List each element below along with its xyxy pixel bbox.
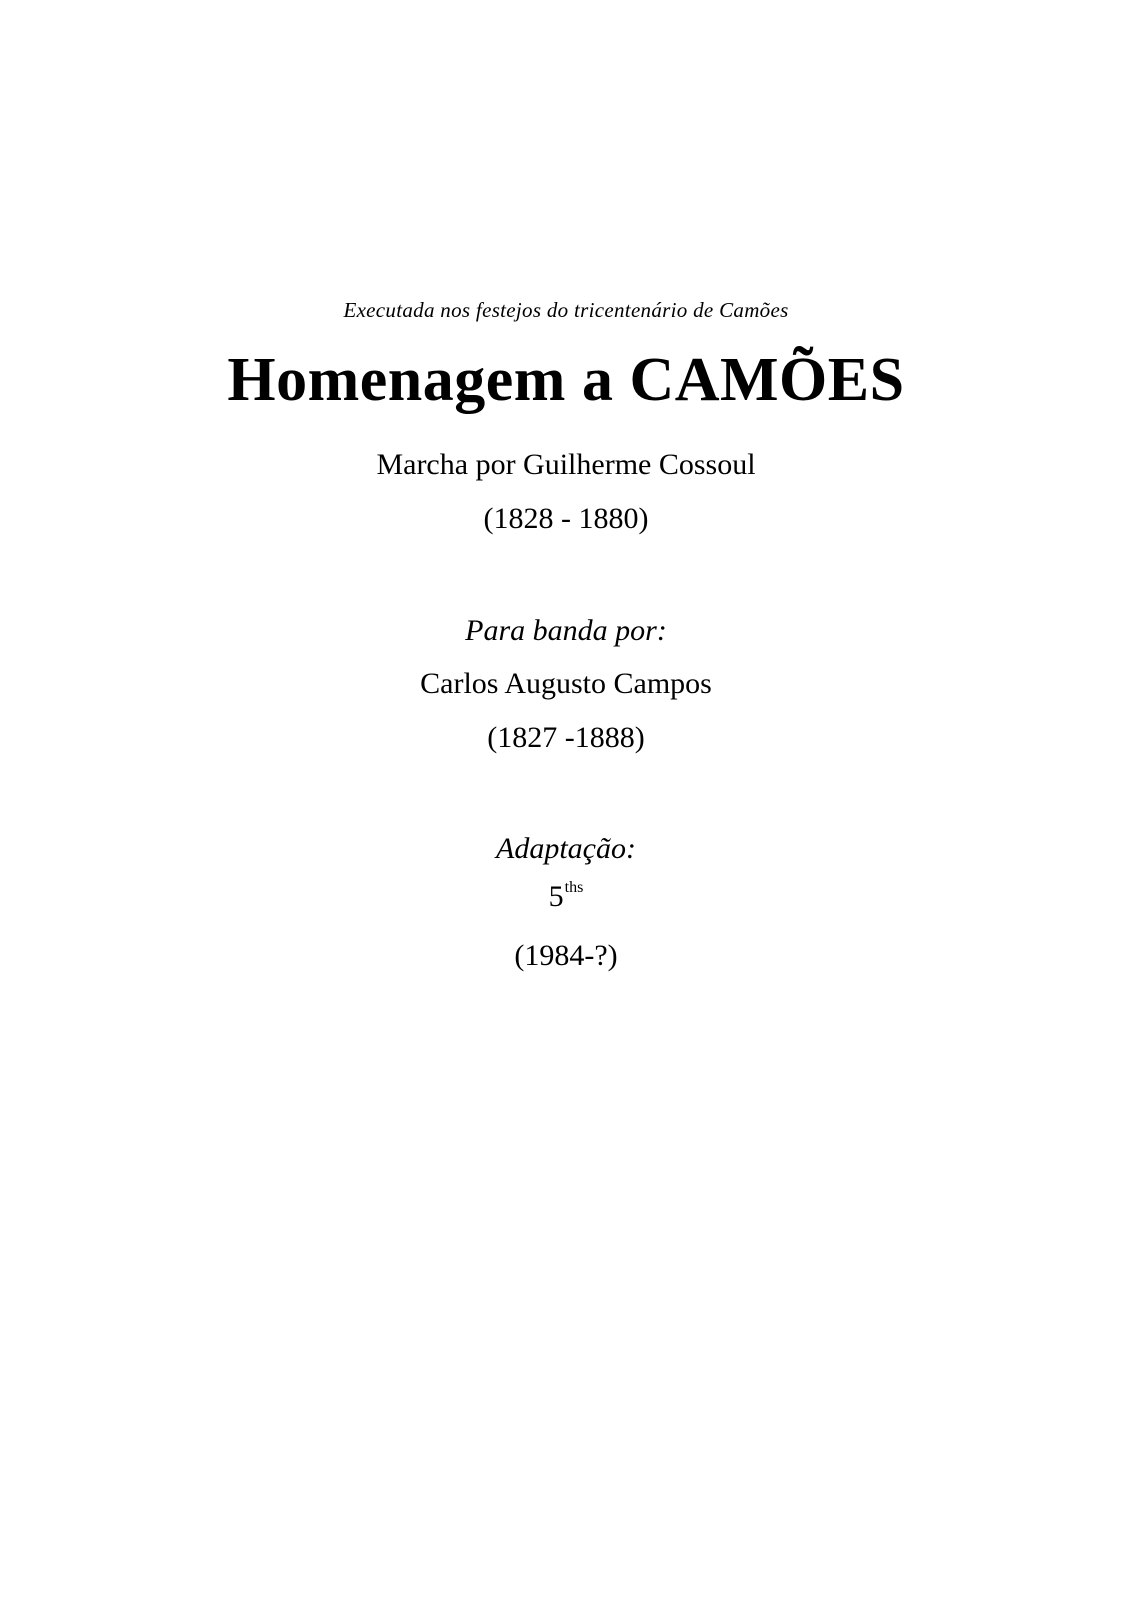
- adapter-name: [0, 880, 1132, 914]
- adapter-dates: (1984-?): [514, 939, 618, 972]
- composer-line: Marcha por Guilherme Cossoul: [376, 448, 756, 481]
- arranger-name: Carlos Augusto Campos: [420, 667, 712, 700]
- performance-note: Executada nos festejos do tricentenário de Camões: [343, 298, 789, 322]
- arranger-dates: (1827 -1888): [487, 721, 645, 754]
- adaptation-heading: Adaptação:: [496, 832, 636, 865]
- adapter-name-base: 5: [548, 880, 564, 913]
- page-title: Homenagem a CAMÕES: [227, 346, 905, 414]
- adapter-name-superscript: ths: [564, 879, 584, 896]
- composer-dates: (1828 - 1880): [483, 502, 649, 535]
- arranger-heading: Para banda por:: [465, 614, 667, 647]
